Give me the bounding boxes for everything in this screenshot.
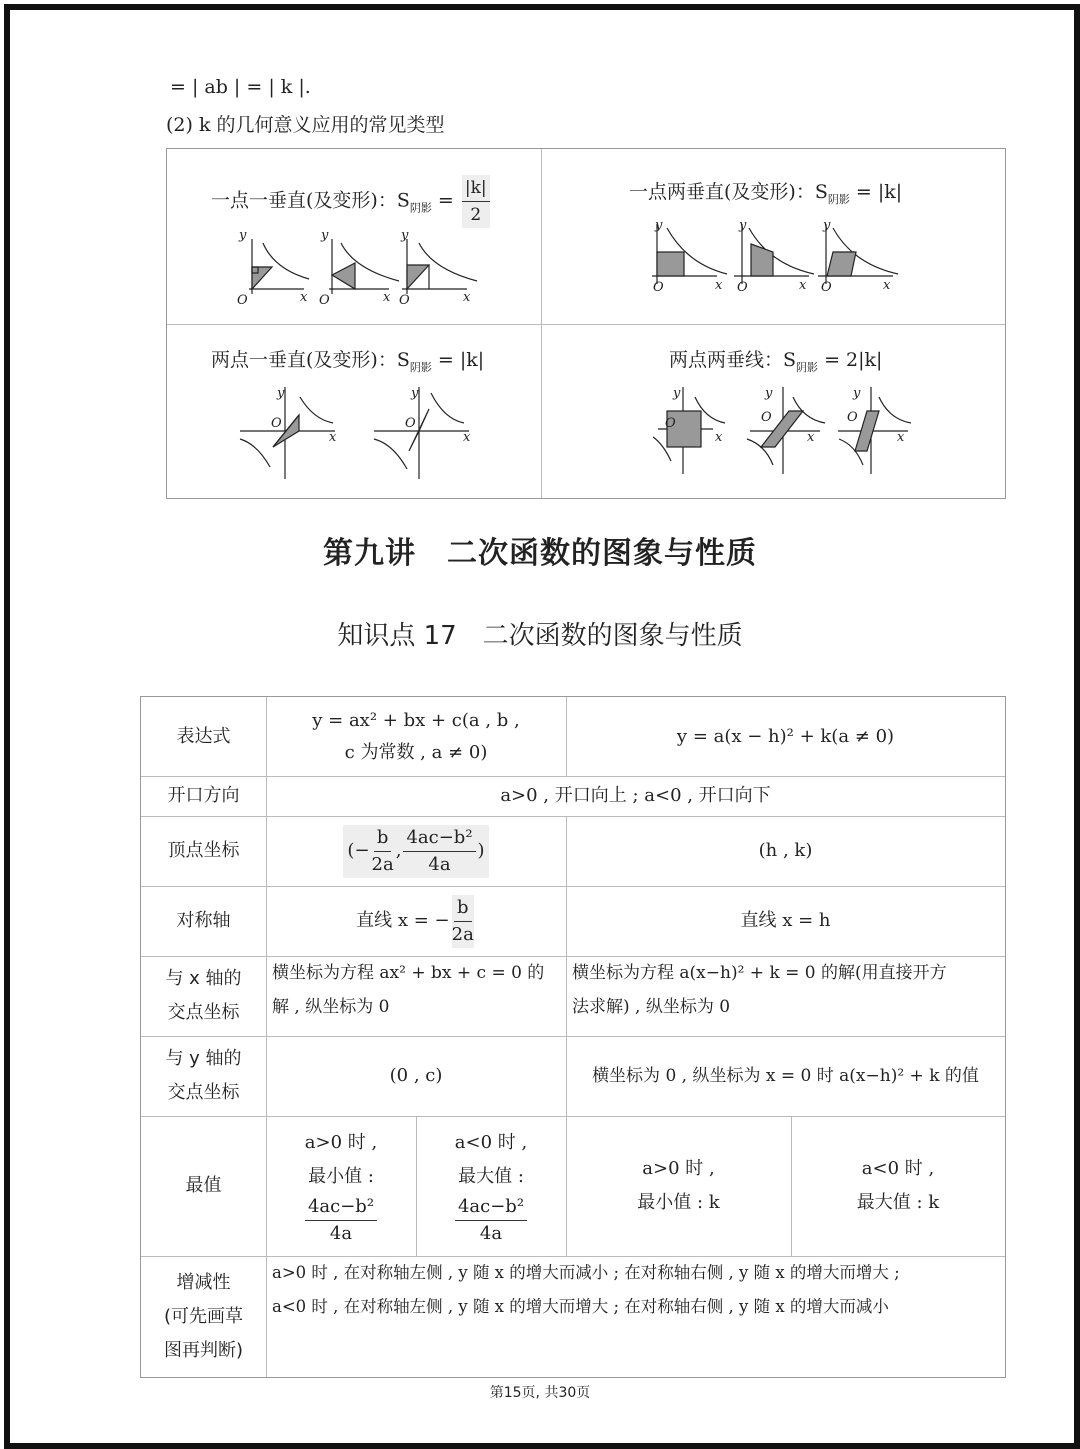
- lecture-title: 第九讲 二次函数的图象与性质: [323, 536, 757, 571]
- extreme-general-positive: a>0 时 , 最小值 : $\frac{\text{4ac−b²}}{4a}$: [304, 1131, 378, 1244]
- intro-line-2: (2) k 的几何意义应用的常见类型: [166, 114, 445, 136]
- extreme-vertex-positive: a>0 时 , 最小值 : k: [637, 1158, 720, 1213]
- k-types-table: [166, 148, 1006, 499]
- svg-text:y: y: [765, 386, 773, 401]
- svg-text:y: y: [823, 218, 831, 233]
- svg-text:y: y: [853, 386, 861, 401]
- svg-text:y: y: [321, 228, 329, 243]
- svg-text:O: O: [405, 416, 416, 431]
- y-intercept-vertex-form: 横坐标为 0 , 纵坐标为 x = 0 时 a(x−h)² + k 的值: [592, 1066, 979, 1086]
- svg-text:y: y: [655, 218, 663, 233]
- svg-text:y: y: [673, 386, 681, 401]
- k-type-1-caption: 一点一垂直(及变形)：$S_{阴影}$ = $\frac{|k|}{2}$: [211, 175, 492, 228]
- diagram-3b: [374, 387, 469, 479]
- k-diagrams: [167, 149, 1005, 498]
- expr-vertex-form: y = a(x − h)² + k(a ≠ 0): [676, 725, 895, 747]
- row-label-y-intercept: 与 y 轴的 交点坐标: [165, 1048, 242, 1103]
- row-label-opening: 开口方向: [167, 785, 240, 806]
- monotonic-value: a>0 时 , 在对称轴左侧 , y 随 x 的增大而减小 ; 在对称轴右侧 , y 随 x 的增大而增大 ; a<0 时 , 在对称轴左侧 , y 随 x 的增大而增大 ; 在对称轴右侧 , y 随 x 的增大而减小: [272, 1263, 900, 1316]
- x-intercept-vertex-form: 横坐标为方程 a(x−h)² + k = 0 的解(用直接开方 法求解) , 纵坐标为 0: [572, 963, 947, 1017]
- row-label-monotonic: 增减性 (可先画草 图再判断): [163, 1271, 244, 1361]
- svg-text:O: O: [737, 280, 748, 295]
- extreme-vertex-negative: a<0 时 , 最大值 : k: [856, 1158, 940, 1213]
- svg-text:O: O: [847, 410, 858, 425]
- k-type-4-caption: 两点两垂线：$S_{阴影} = 2|k|$: [669, 349, 883, 374]
- svg-text:x: x: [715, 430, 723, 445]
- expr-general: y = ax² + bx + c(a , b , c 为常数 , a ≠ 0): [312, 709, 520, 763]
- svg-text:y: y: [401, 228, 409, 243]
- diagram-1a: [249, 239, 309, 294]
- page-footer: 第15页, 共30页: [489, 1385, 591, 1401]
- y-intercept-general: (0 , c): [389, 1065, 443, 1086]
- svg-text:O: O: [653, 280, 664, 295]
- diagram-1c: [402, 239, 477, 294]
- row-label-expression: 表达式: [176, 725, 231, 747]
- extreme-general-negative: a<0 时 , 最大值 : $\frac{\text{4ac−b²}}{4a}$: [454, 1131, 528, 1244]
- axis-general: 直线 x = − $\frac{b}{2a}$: [266, 886, 566, 956]
- intro-line-1: = | ab | = | k |.: [170, 76, 311, 98]
- diagram-3a: [240, 387, 335, 479]
- svg-text:O: O: [665, 416, 676, 431]
- svg-text:O: O: [399, 293, 410, 308]
- axis-x-label: x: [300, 290, 308, 305]
- svg-text:y: y: [739, 218, 747, 233]
- svg-text:O: O: [821, 280, 832, 295]
- svg-text:x: x: [463, 430, 471, 445]
- k-type-3-caption: 两点一垂直(及变形)：$S_{阴影} = |k|$: [211, 349, 485, 374]
- quadratic-properties-table: [140, 696, 1006, 1378]
- axis-o-label: O: [237, 293, 248, 308]
- diagram-1b: [329, 239, 399, 294]
- svg-text:O: O: [271, 416, 282, 431]
- row-label-x-intercept: 与 x 轴的 交点坐标: [165, 968, 242, 1023]
- vertex-vertex-form: (h , k): [758, 840, 813, 861]
- svg-text:x: x: [883, 278, 891, 293]
- svg-text:x: x: [715, 278, 723, 293]
- svg-text:y: y: [411, 386, 419, 401]
- axis-vertex-form: 直线 x = h: [740, 910, 831, 931]
- svg-text:O: O: [319, 293, 330, 308]
- svg-text:x: x: [329, 430, 337, 445]
- svg-text:x: x: [799, 278, 807, 293]
- row-label-axis: 对称轴: [176, 910, 231, 931]
- opening-value: a>0 , 开口向上 ; a<0 , 开口向下: [500, 785, 771, 806]
- svg-text:x: x: [383, 290, 391, 305]
- row-label-vertex: 顶点坐标: [167, 840, 240, 861]
- diagram-2b: [734, 224, 814, 284]
- diagram-2c: [818, 224, 898, 284]
- section-title: 知识点 17 二次函数的图象与性质: [337, 621, 743, 651]
- vertex-general: (− $\frac{b}{2a}$ , $\frac{\text{4ac−b²}}{4a}$ ): [266, 816, 566, 886]
- axis-y-label: y: [239, 228, 247, 243]
- svg-text:y: y: [277, 386, 285, 401]
- row-label-extreme: 最值: [185, 1175, 222, 1196]
- x-intercept-general: 横坐标为方程 ax² + bx + c = 0 的 解 , 纵坐标为 0: [272, 963, 545, 1017]
- svg-text:x: x: [897, 430, 905, 445]
- svg-text:x: x: [807, 430, 815, 445]
- svg-text:O: O: [761, 410, 772, 425]
- k-type-2-caption: 一点两垂直(及变形)：$S_{阴影} = |k|$: [629, 181, 903, 206]
- diagram-2a: [652, 224, 727, 284]
- svg-text:x: x: [463, 290, 471, 305]
